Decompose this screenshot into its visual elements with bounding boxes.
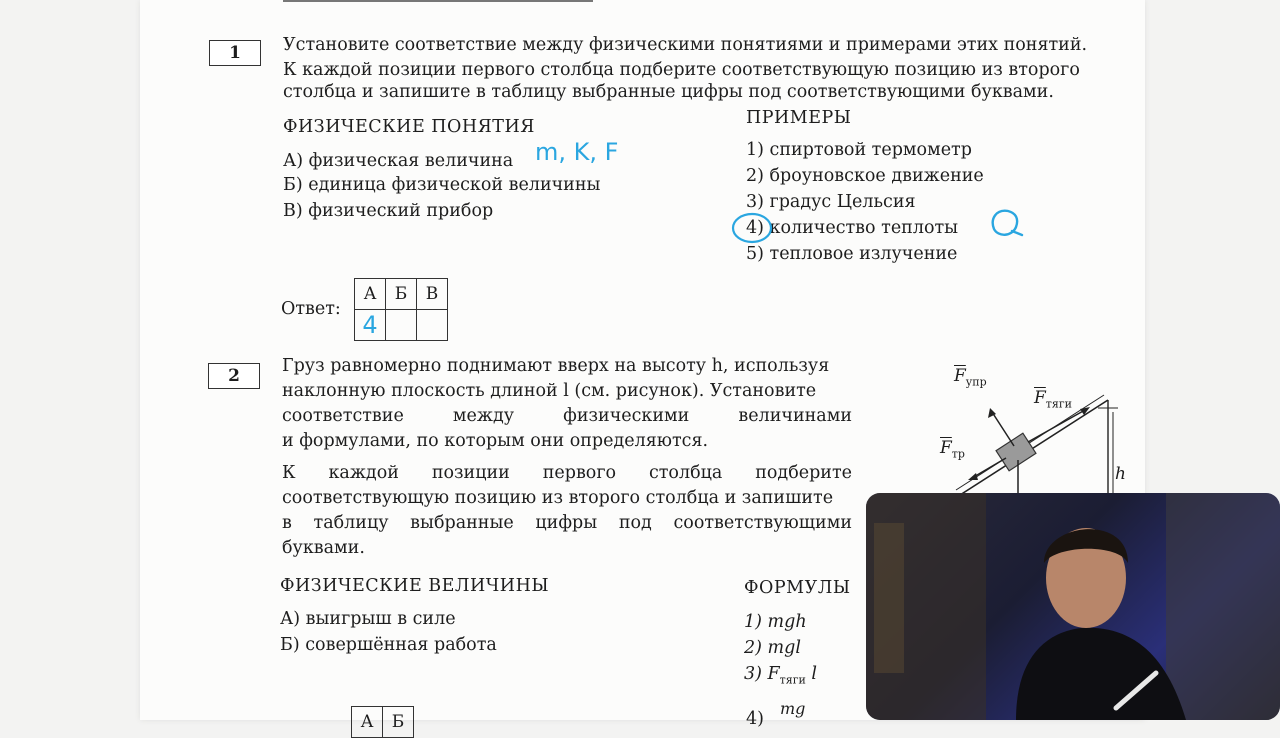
task-1-left-item-c: В) физический прибор [283, 201, 494, 221]
task-1-right-heading: ПРИМЕРЫ [746, 108, 852, 128]
task-1-right-item-2: 2) броуновское движение [746, 166, 984, 186]
cargo-box [996, 433, 1036, 471]
answer-cell-b[interactable] [386, 310, 417, 341]
task-1-left-item-b: Б) единица физической величины [283, 175, 601, 195]
task-1-right-item-4: 4) количество теплоты [746, 218, 959, 238]
f-tr-main: $\overline{F}$ [940, 438, 952, 458]
task-2-para2-line-4: буквами. [282, 538, 365, 558]
formula-2: 2) mgl [744, 638, 801, 658]
h-label: h [1115, 464, 1126, 484]
normal-force-arrow [992, 412, 1014, 446]
formula-1: 1) mgh [744, 612, 807, 632]
f-tr-sub: тр [951, 447, 965, 461]
bookshelf-column [874, 523, 904, 673]
task-1-left-item-a: А) физическая величина [283, 151, 514, 171]
task-2-para1-line-1: Груз равномерно поднимают вверх на высоту h, используя [282, 356, 830, 376]
task-2-left-item-b: Б) совершённая работа [280, 635, 497, 655]
f-tyagi-label [1034, 388, 1072, 410]
task-2-para2-line-2: соответствующую позицию из второго столбца и запишите [282, 488, 834, 508]
task-1-answer-label: Ответ: [281, 299, 341, 319]
answer2-header-a: А [352, 707, 383, 738]
formula-3-main: 3) F [744, 664, 780, 684]
task-1-intro-line-1: Установите соответствие между физическими понятиями и примерами этих понятий. [283, 35, 1088, 55]
f-upr-main: $\overline{F}$ [954, 366, 966, 386]
task-1-right-item-3: 3) градус Цельсия [746, 192, 916, 212]
task-2-para1-line-2: наклонную плоскость длиной l (см. рисунок). Установите [282, 381, 817, 401]
formula-4-numerator: mg [780, 699, 806, 718]
formula-3-end: l [805, 664, 817, 684]
answer2-header-b: Б [383, 707, 414, 738]
tension-arrow [1028, 410, 1085, 442]
task-1-number: 1 [209, 40, 261, 66]
answer-header-b: Б [386, 279, 417, 310]
task-1-intro-line-2: К каждой позиции первого столбца подберите соответствующую позицию из второго [283, 60, 1080, 80]
formula-3-sub: тяги [779, 673, 806, 687]
friction-arrowhead [968, 473, 978, 480]
task-2-left-item-a: А) выигрыш в силе [280, 609, 456, 629]
task-1-right-item-1: 1) спиртовой термометр [746, 140, 972, 160]
task-2-para2-line-3: в таблицу выбранные цифры под соответствующими [282, 513, 852, 533]
answer-cell-c[interactable] [417, 310, 448, 341]
task-2-left-heading: ФИЗИЧЕСКИЕ ВЕЛИЧИНЫ [280, 576, 550, 596]
task-1-left-heading: ФИЗИЧЕСКИЕ ПОНЯТИЯ [283, 117, 535, 137]
answer-header-c: В [417, 279, 448, 310]
webcam-overlay [866, 493, 1280, 720]
background-wall [1166, 493, 1280, 720]
top-rule [283, 0, 593, 2]
f-upr-label [954, 366, 987, 388]
task-2-para1-line-3: соответствие между физическими величинами [282, 406, 852, 426]
f-upr-sub: упр [965, 375, 987, 389]
handwritten-q-mark [986, 205, 1026, 241]
answer-cell-a[interactable]: 4 [355, 310, 386, 341]
task-1-intro-line-3: столбца и запишите в таблицу выбранные цифры под соответствующими буквами. [283, 82, 1054, 102]
task-2-number: 2 [208, 363, 260, 389]
incline-surface [960, 400, 1108, 495]
answer-header-a: А [355, 279, 386, 310]
task-2-para2-line-1: К каждой позиции первого столбца подберите [282, 463, 852, 483]
handwritten-note-mkf: m, K, F [535, 138, 619, 166]
tension-arrowhead [1080, 407, 1090, 415]
task-1-right-item-5: 5) тепловое излучение [746, 244, 958, 264]
task-1-answer-table [354, 278, 448, 341]
task-2-para1-line-4: и формулами, по которым они определяются. [282, 431, 709, 451]
formula-3 [744, 661, 817, 694]
task-2-right-heading: ФОРМУЛЫ [744, 578, 851, 598]
handwritten-circle-mark [728, 208, 776, 248]
f-tyagi-main: $\overline{F}$ [1034, 388, 1046, 408]
task-2-answer-table [351, 706, 414, 738]
presenter-body [1016, 628, 1186, 720]
f-tr-label [940, 438, 965, 460]
presenter-video [866, 493, 1280, 720]
f-tyagi-sub: тяги [1045, 397, 1072, 411]
formula-4-prefix: 4) [746, 709, 764, 729]
